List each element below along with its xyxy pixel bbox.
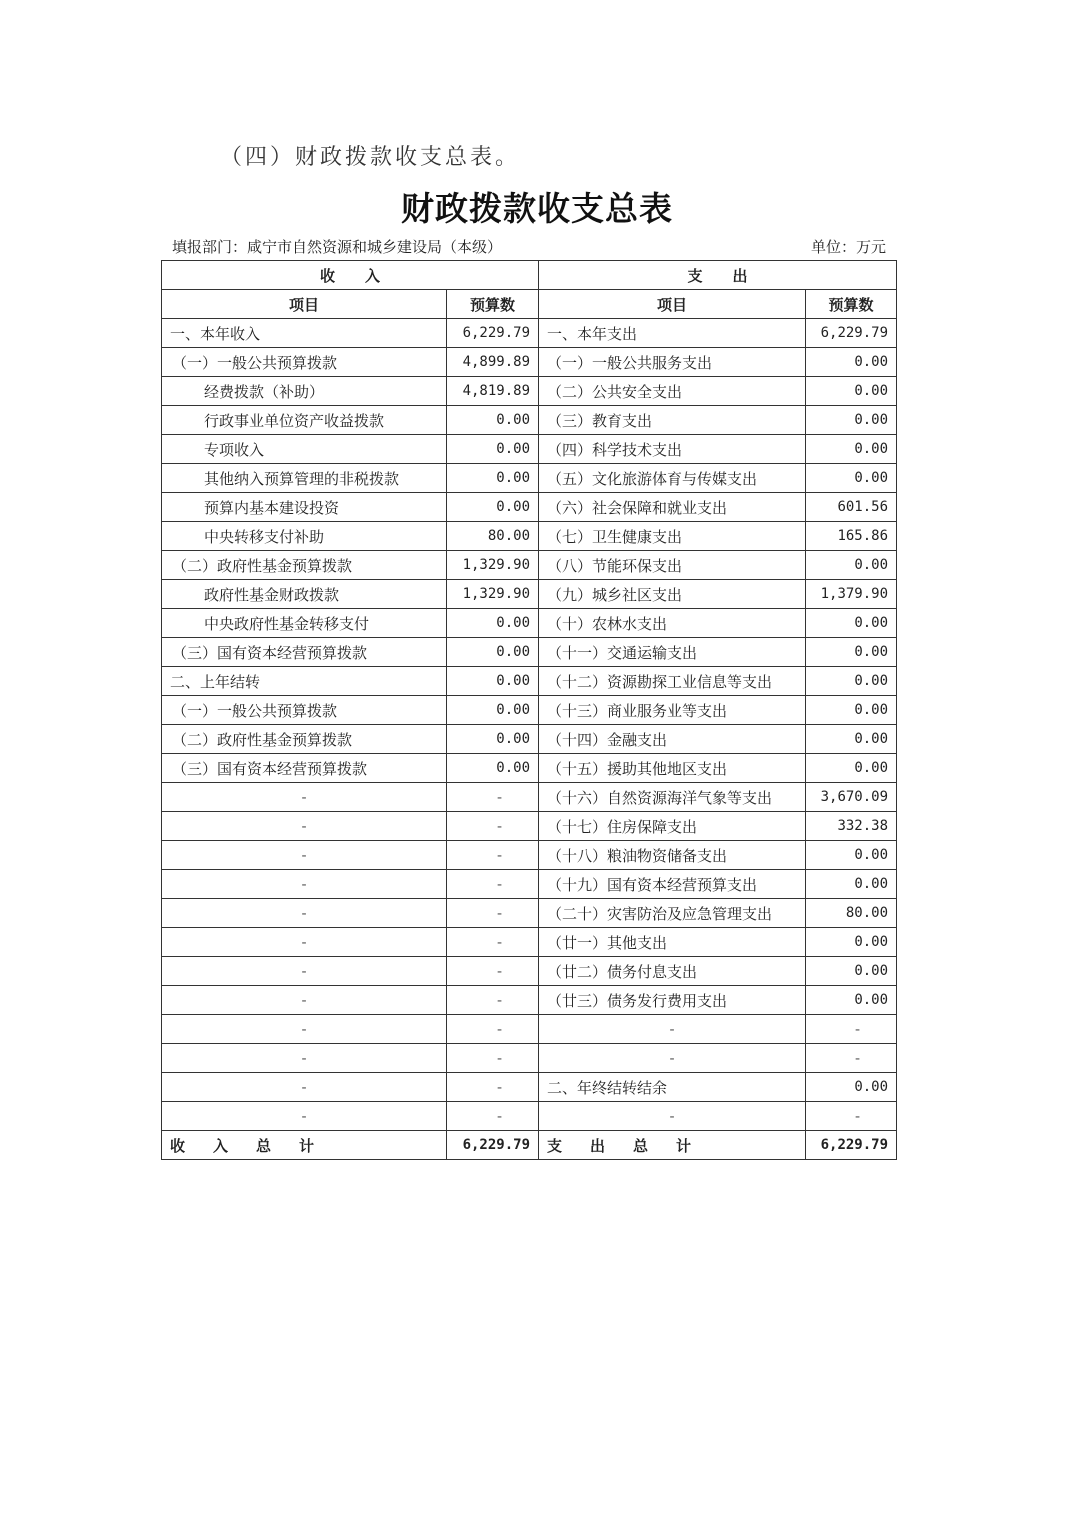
expense-value-cell: 80.00 xyxy=(806,899,897,928)
expense-item-cell: （三）教育支出 xyxy=(539,406,806,435)
income-item-cell: - xyxy=(162,928,447,957)
table-row xyxy=(162,1044,897,1073)
table-row xyxy=(162,522,897,551)
expense-value-cell: 3,670.09 xyxy=(806,783,897,812)
income-item-cell: - xyxy=(162,957,447,986)
income-item-cell: - xyxy=(162,870,447,899)
expense-item-cell: 一、本年支出 xyxy=(539,319,806,348)
income-item-cell: - xyxy=(162,1015,447,1044)
table-row xyxy=(162,957,897,986)
expense-value-cell: 0.00 xyxy=(806,435,897,464)
table-row xyxy=(162,319,897,348)
table-row xyxy=(162,783,897,812)
table-row xyxy=(162,377,897,406)
income-value-cell: 0.00 xyxy=(447,638,539,667)
section-heading: （四）财政拨款收支总表。 xyxy=(220,145,521,170)
table-row xyxy=(162,1015,897,1044)
expense-item-header: 项目 xyxy=(539,290,806,319)
income-item-cell: （二）政府性基金预算拨款 xyxy=(162,725,447,754)
expense-value-cell: 0.00 xyxy=(806,464,897,493)
expense-value-cell: - xyxy=(806,1015,897,1044)
table-row xyxy=(162,841,897,870)
expense-value-cell: 0.00 xyxy=(806,377,897,406)
table-row xyxy=(162,464,897,493)
expense-item-cell: （六）社会保障和就业支出 xyxy=(539,493,806,522)
income-item-cell: 一、本年收入 xyxy=(162,319,447,348)
income-value-cell: 4,819.89 xyxy=(447,377,539,406)
income-value-cell: - xyxy=(447,841,539,870)
income-item-cell: 政府性基金财政拨款 xyxy=(162,580,447,609)
expense-value-cell: 0.00 xyxy=(806,638,897,667)
expense-total-label: 支出总计 xyxy=(539,1131,806,1160)
unit-label: 单位：万元 xyxy=(810,238,886,256)
table-row xyxy=(162,1102,897,1131)
expense-item-cell: （十七）住房保障支出 xyxy=(539,812,806,841)
income-value-cell: 80.00 xyxy=(447,522,539,551)
income-item-cell: - xyxy=(162,812,447,841)
income-item-cell: 其他纳入预算管理的非税拨款 xyxy=(162,464,447,493)
income-value-cell: 0.00 xyxy=(447,696,539,725)
table-row xyxy=(162,928,897,957)
expense-item-cell: （十二）资源勘探工业信息等支出 xyxy=(539,667,806,696)
expense-total-value: 6,229.79 xyxy=(806,1131,897,1160)
income-value-cell: 6,229.79 xyxy=(447,319,539,348)
expense-item-cell: （十四）金融支出 xyxy=(539,725,806,754)
income-item-cell: 中央转移支付补助 xyxy=(162,522,447,551)
table-row xyxy=(162,870,897,899)
income-item-cell: - xyxy=(162,1044,447,1073)
table-row xyxy=(162,580,897,609)
income-item-cell: - xyxy=(162,841,447,870)
income-value-cell: - xyxy=(447,1044,539,1073)
income-value-cell: - xyxy=(447,1015,539,1044)
expense-value-cell: 0.00 xyxy=(806,348,897,377)
income-item-cell: 预算内基本建设投资 xyxy=(162,493,447,522)
expense-item-cell: （十八）粮油物资储备支出 xyxy=(539,841,806,870)
income-item-cell: - xyxy=(162,1102,447,1131)
income-value-cell: 0.00 xyxy=(447,725,539,754)
table-row xyxy=(162,493,897,522)
income-value-cell: 0.00 xyxy=(447,609,539,638)
income-value-cell: - xyxy=(447,957,539,986)
income-value-cell: 0.00 xyxy=(447,435,539,464)
expense-item-cell: - xyxy=(539,1102,806,1131)
expense-budget-header: 预算数 xyxy=(806,290,897,319)
expense-value-cell: 6,229.79 xyxy=(806,319,897,348)
page-title: 财政拨款收支总表 xyxy=(401,189,673,228)
table-row xyxy=(162,725,897,754)
totals-row xyxy=(162,1131,897,1160)
income-item-cell: （一）一般公共预算拨款 xyxy=(162,696,447,725)
income-item-header: 项目 xyxy=(162,290,447,319)
income-value-cell: - xyxy=(447,1073,539,1102)
expense-item-cell: （廿三）债务发行费用支出 xyxy=(539,986,806,1015)
table-row xyxy=(162,1073,897,1102)
expense-value-cell: 332.38 xyxy=(806,812,897,841)
expense-value-cell: 0.00 xyxy=(806,667,897,696)
expense-value-cell: - xyxy=(806,1102,897,1131)
income-value-cell: 0.00 xyxy=(447,406,539,435)
income-group-header: 收 入 xyxy=(162,261,539,290)
income-value-cell: 0.00 xyxy=(447,667,539,696)
expense-item-cell: （廿一）其他支出 xyxy=(539,928,806,957)
table-row xyxy=(162,899,897,928)
income-value-cell: - xyxy=(447,986,539,1015)
expense-item-cell: - xyxy=(539,1044,806,1073)
income-value-cell: - xyxy=(447,783,539,812)
expense-value-cell: 0.00 xyxy=(806,870,897,899)
expense-item-cell: （七）卫生健康支出 xyxy=(539,522,806,551)
income-value-cell: 0.00 xyxy=(447,493,539,522)
income-item-cell: 专项收入 xyxy=(162,435,447,464)
expense-item-cell: （二十）灾害防治及应急管理支出 xyxy=(539,899,806,928)
expense-value-cell: 165.86 xyxy=(806,522,897,551)
expense-value-cell: 0.00 xyxy=(806,609,897,638)
income-item-cell: （二）政府性基金预算拨款 xyxy=(162,551,447,580)
expense-item-cell: （十一）交通运输支出 xyxy=(539,638,806,667)
income-budget-header: 预算数 xyxy=(447,290,539,319)
income-value-cell: 4,899.89 xyxy=(447,348,539,377)
income-value-cell: - xyxy=(447,870,539,899)
expense-value-cell: 0.00 xyxy=(806,725,897,754)
income-value-cell: 0.00 xyxy=(447,464,539,493)
income-item-cell: 经费拨款（补助） xyxy=(162,377,447,406)
budget-table xyxy=(161,260,897,1160)
income-value-cell: - xyxy=(447,899,539,928)
income-value-cell: - xyxy=(447,1102,539,1131)
income-item-cell: - xyxy=(162,899,447,928)
expense-value-cell: 0.00 xyxy=(806,928,897,957)
table-group-header-row xyxy=(162,261,897,290)
expense-item-cell: （十）农林水支出 xyxy=(539,609,806,638)
income-value-cell: - xyxy=(447,928,539,957)
expense-item-cell: （十五）援助其他地区支出 xyxy=(539,754,806,783)
income-item-cell: - xyxy=(162,1073,447,1102)
expense-value-cell: 0.00 xyxy=(806,1073,897,1102)
table-row xyxy=(162,435,897,464)
expense-item-cell: （十六）自然资源海洋气象等支出 xyxy=(539,783,806,812)
expense-item-cell: - xyxy=(539,1015,806,1044)
income-item-cell: （三）国有资本经营预算拨款 xyxy=(162,754,447,783)
expense-value-cell: 601.56 xyxy=(806,493,897,522)
expense-item-cell: （一）一般公共服务支出 xyxy=(539,348,806,377)
income-item-cell: 二、上年结转 xyxy=(162,667,447,696)
income-total-value: 6,229.79 xyxy=(447,1131,539,1160)
table-row xyxy=(162,406,897,435)
expense-value-cell: 0.00 xyxy=(806,754,897,783)
expense-group-header: 支 出 xyxy=(539,261,897,290)
expense-item-cell: （四）科学技术支出 xyxy=(539,435,806,464)
expense-value-cell: 0.00 xyxy=(806,551,897,580)
income-value-cell: 1,329.90 xyxy=(447,551,539,580)
expense-value-cell: 0.00 xyxy=(806,841,897,870)
expense-item-cell: （廿二）债务付息支出 xyxy=(539,957,806,986)
expense-item-cell: 二、年终结转结余 xyxy=(539,1073,806,1102)
table-row xyxy=(162,348,897,377)
expense-item-cell: （五）文化旅游体育与传媒支出 xyxy=(539,464,806,493)
income-value-cell: 0.00 xyxy=(447,754,539,783)
table-body xyxy=(162,319,897,1131)
expense-item-cell: （十三）商业服务业等支出 xyxy=(539,696,806,725)
table-row xyxy=(162,754,897,783)
table-row xyxy=(162,609,897,638)
expense-item-cell: （八）节能环保支出 xyxy=(539,551,806,580)
income-total-label: 收入总计 xyxy=(162,1131,447,1160)
table-column-header-row xyxy=(162,290,897,319)
expense-value-cell: 0.00 xyxy=(806,957,897,986)
expense-item-cell: （九）城乡社区支出 xyxy=(539,580,806,609)
expense-value-cell: 0.00 xyxy=(806,696,897,725)
table-row xyxy=(162,812,897,841)
income-item-cell: （三）国有资本经营预算拨款 xyxy=(162,638,447,667)
expense-value-cell: 0.00 xyxy=(806,406,897,435)
expense-value-cell: 0.00 xyxy=(806,986,897,1015)
expense-item-cell: （二）公共安全支出 xyxy=(539,377,806,406)
income-item-cell: - xyxy=(162,986,447,1015)
income-item-cell: （一）一般公共预算拨款 xyxy=(162,348,447,377)
expense-item-cell: （十九）国有资本经营预算支出 xyxy=(539,870,806,899)
income-value-cell: 1,329.90 xyxy=(447,580,539,609)
expense-value-cell: - xyxy=(806,1044,897,1073)
table-row xyxy=(162,696,897,725)
table-row xyxy=(162,551,897,580)
income-item-cell: - xyxy=(162,783,447,812)
table-row xyxy=(162,638,897,667)
income-item-cell: 中央政府性基金转移支付 xyxy=(162,609,447,638)
income-item-cell: 行政事业单位资产收益拨款 xyxy=(162,406,447,435)
expense-value-cell: 1,379.90 xyxy=(806,580,897,609)
table-row xyxy=(162,667,897,696)
income-value-cell: - xyxy=(447,812,539,841)
reporting-department: 填报部门：咸宁市自然资源和城乡建设局（本级） xyxy=(172,238,503,256)
table-row xyxy=(162,986,897,1015)
